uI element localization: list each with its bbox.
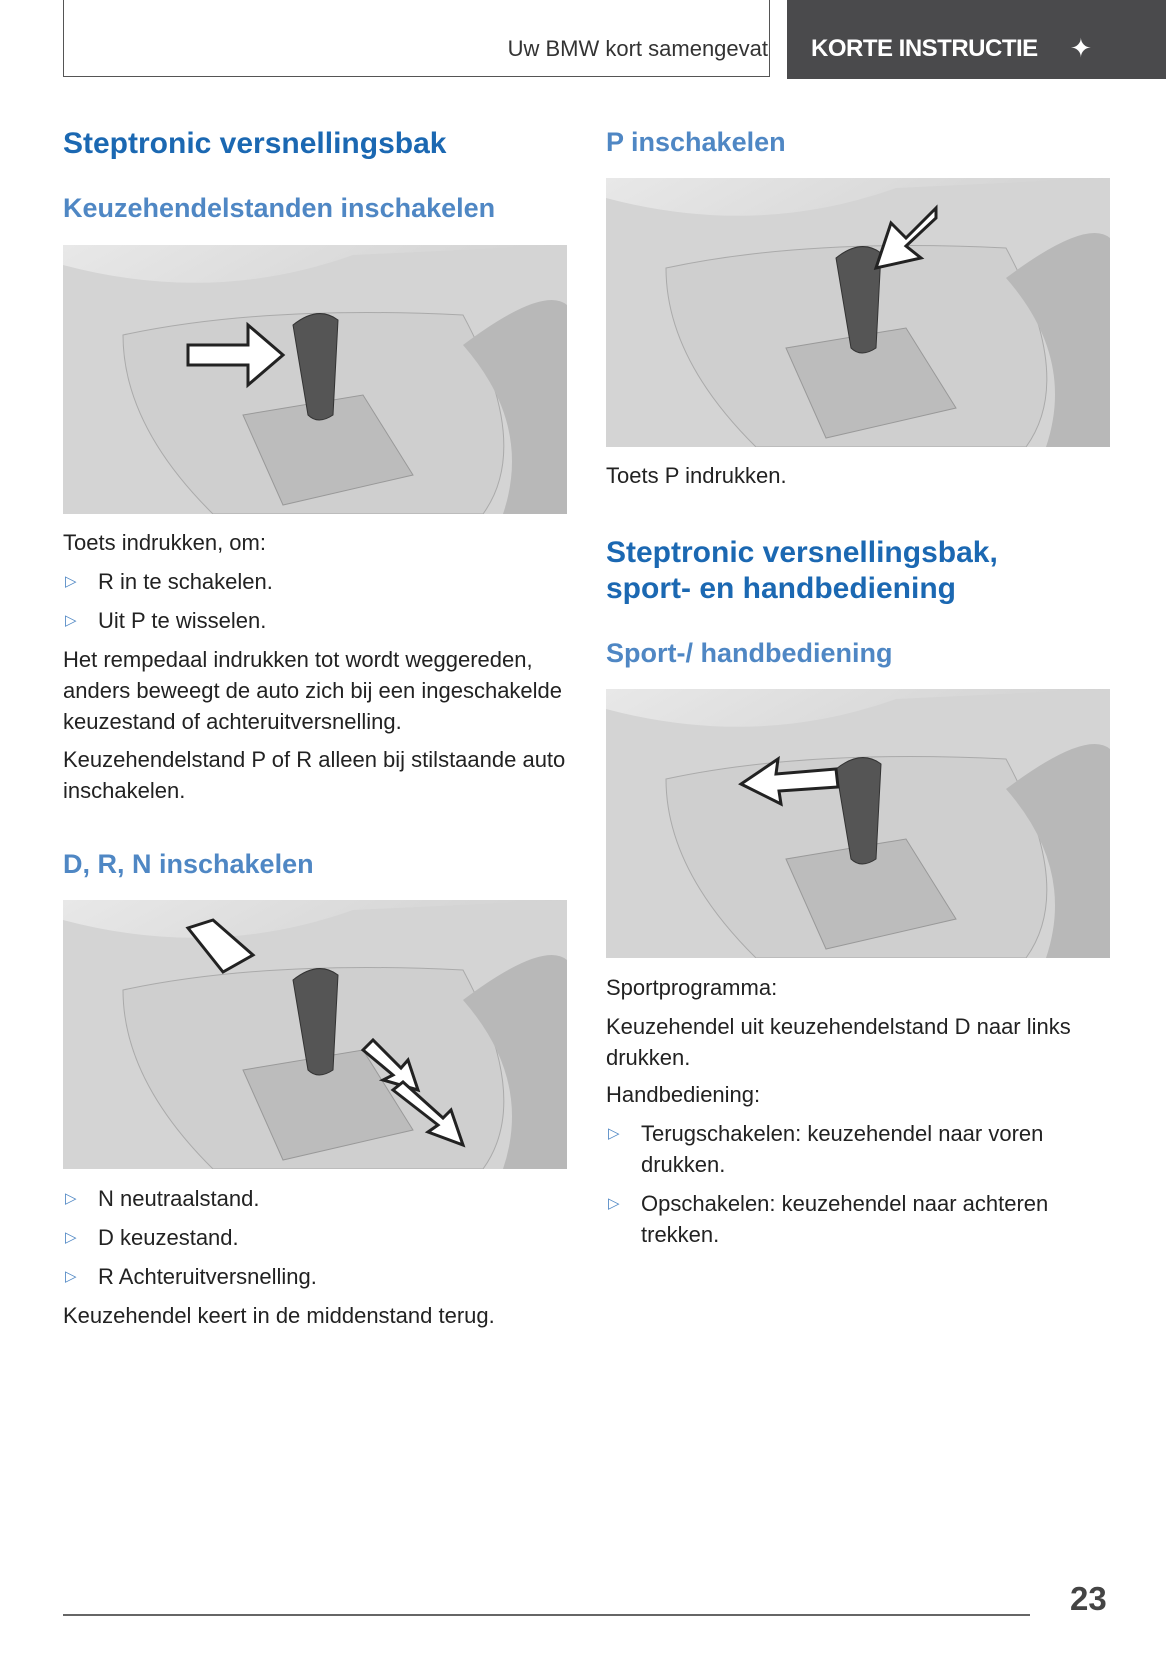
subheading: P inschakelen (606, 127, 786, 157)
intro-text: Toets indrukken, om: (63, 530, 266, 555)
gear-lever-image (606, 689, 1110, 958)
paragraph: Handbediening: (606, 1082, 761, 1107)
bullet-text: Opschakelen: keuzehendel naar achteren trekken. (641, 1191, 1049, 1247)
bullet-item (63, 1261, 568, 1292)
paragraph: Keuzehendel keert in de middenstand terug. (63, 1303, 495, 1328)
bullet-text: N neutraalstand. (98, 1186, 260, 1211)
paragraph: Keuzehendelstand P of R alleen bij stilstaande auto inschakelen. (63, 747, 566, 803)
subheading: Keuzehendelstanden inschakelen (63, 193, 496, 223)
bullet-icon: ▷ (65, 1190, 77, 1207)
illustration (63, 900, 567, 1169)
bullet-text: D keuzestand. (98, 1225, 239, 1250)
paragraph: Sportprogramma: (606, 975, 778, 1000)
caption: Toets P indrukken. (606, 463, 787, 488)
bullet-icon: ▷ (608, 1195, 620, 1212)
paragraph: Keuzehendel uit keuzehendelstand D naar links drukken. (606, 1014, 1071, 1070)
bullet-item (63, 1222, 568, 1253)
bullet-item (606, 1188, 1111, 1250)
gear-lever-image (606, 178, 1110, 447)
bullet-text: R in te schakelen. (98, 569, 273, 594)
bullet-item (63, 605, 568, 636)
page-number: 23 (1070, 1580, 1107, 1617)
bullet-text: Uit P te wisselen. (98, 608, 267, 633)
bullet-icon: ▷ (608, 1125, 620, 1142)
bullet-icon: ▷ (65, 1229, 77, 1246)
paragraph: Het rempedaal indrukken tot wordt weggereden, anders beweegt de auto zich bij een ingeschakelde keuzestand of achteruitversnelling. (63, 647, 563, 734)
illustration (63, 245, 567, 514)
bullet-item (606, 1118, 1111, 1180)
illustration (606, 178, 1110, 447)
footer-divider (63, 1614, 1030, 1616)
gear-lever-image (63, 245, 567, 514)
bullet-icon: ▷ (65, 612, 77, 629)
bullet-item (63, 566, 568, 597)
header-tab-title: KORTE INSTRUCTIE (811, 35, 1038, 62)
pin-icon: ✦ (1070, 33, 1092, 63)
illustration (606, 689, 1110, 958)
bullet-text: Terugschakelen: keuzehendel naar voren drukken. (641, 1121, 1044, 1177)
subheading: D, R, N inschakelen (63, 849, 314, 879)
subheading: Sport-/ handbediening (606, 638, 893, 668)
bullet-icon: ▷ (65, 1268, 77, 1285)
gear-lever-image (63, 900, 567, 1169)
bullet-text: R Achteruitversnelling. (98, 1264, 317, 1289)
header-section: Uw BMW kort samengevat (507, 36, 768, 61)
bullet-icon: ▷ (65, 573, 77, 590)
section-title: Steptronic versnellingsbak, sport- en handbediening (606, 536, 998, 605)
section-title: Steptronic versnellingsbak (63, 127, 447, 160)
bullet-item (63, 1183, 568, 1214)
